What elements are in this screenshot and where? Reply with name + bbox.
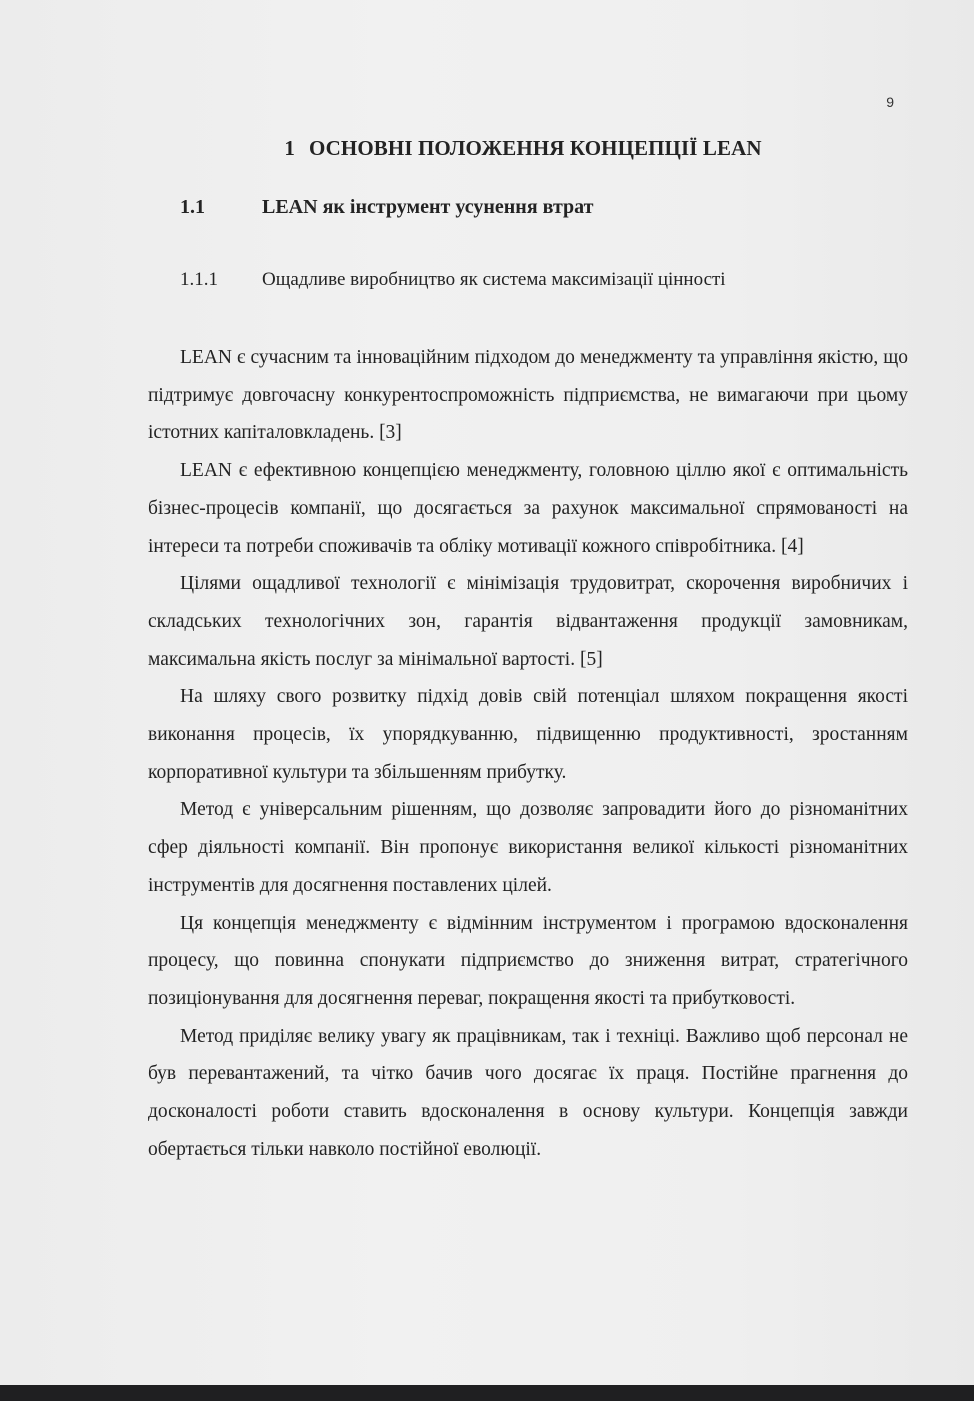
page-number: 9 bbox=[886, 94, 894, 110]
section-heading-text: LEAN як інструмент усунення втрат bbox=[262, 196, 594, 218]
background-edge bbox=[0, 1385, 974, 1401]
paragraph: Метод є універсальним рішенням, що дозволяє запровадити його до різноманітних сфер діяльності компанії. Він пропонує використання великої кількості різноманітних інструментів для досягнення поставлених цілей. bbox=[148, 799, 908, 896]
paragraph: Цілями ощадливої технології є мінімізація трудовитрат, скорочення виробничих і складських технологічних зон, гарантія відвантаження продукції замовникам, максимальна якість послуг за мінімальної вартості. [5] bbox=[148, 573, 908, 670]
body-text bbox=[148, 339, 908, 1168]
paragraph: На шляху свого розвитку підхід довів свій потенціал шляхом покращення якості виконання процесів, їх упорядкуванню, підвищенню продуктивності, зростанням корпоративної культури та збільшенням прибутку. bbox=[148, 686, 908, 783]
paragraph: Метод приділяє велику увагу як працівникам, так і техніці. Важливо щоб персонал не був перевантажений, та чітко бачив чого досягає їх праця. Постійне прагнення до досконалості роботи ставить вдосконалення в основу культури. Концепція завжди обертається тільки навколо постійної еволюції. bbox=[148, 1025, 908, 1160]
subsection-heading-text: Ощадливе виробництво як система максимізації цінності bbox=[262, 269, 726, 290]
section-title bbox=[180, 196, 593, 219]
paragraph: LEAN є сучасним та інноваційним підходом до менеджменту та управління якістю, що підтримує довгочасну конкурентоспроможність підприємства, не вимагаючи при цьому істотних капіталовкладень. [3] bbox=[148, 347, 908, 444]
chapter-heading-text: ОСНОВНІ ПОЛОЖЕННЯ КОНЦЕПЦІЇ LEAN bbox=[308, 136, 762, 160]
chapter-title bbox=[0, 136, 974, 161]
subsection-title bbox=[180, 269, 726, 291]
paragraph: Ця концепція менеджменту є відмінним інструментом і програмою вдосконалення процесу, що повинна спонукати підприємство до зниження витрат, стратегічного позиціонування для досягнення переваг, покращення якості та прибутковості. bbox=[148, 912, 908, 1009]
chapter-number: 1 bbox=[284, 136, 295, 160]
section-number: 1.1 bbox=[180, 196, 205, 218]
subsection-number: 1.1.1 bbox=[180, 269, 218, 290]
paragraph: LEAN є ефективною концепцією менеджменту, головною ціллю якої є оптимальність бізнес-процесів компанії, що досягається за рахунок максимальної спрямованості на інтереси та потреби споживачів та обліку мотивації кожного співробітника. [4] bbox=[148, 460, 908, 557]
